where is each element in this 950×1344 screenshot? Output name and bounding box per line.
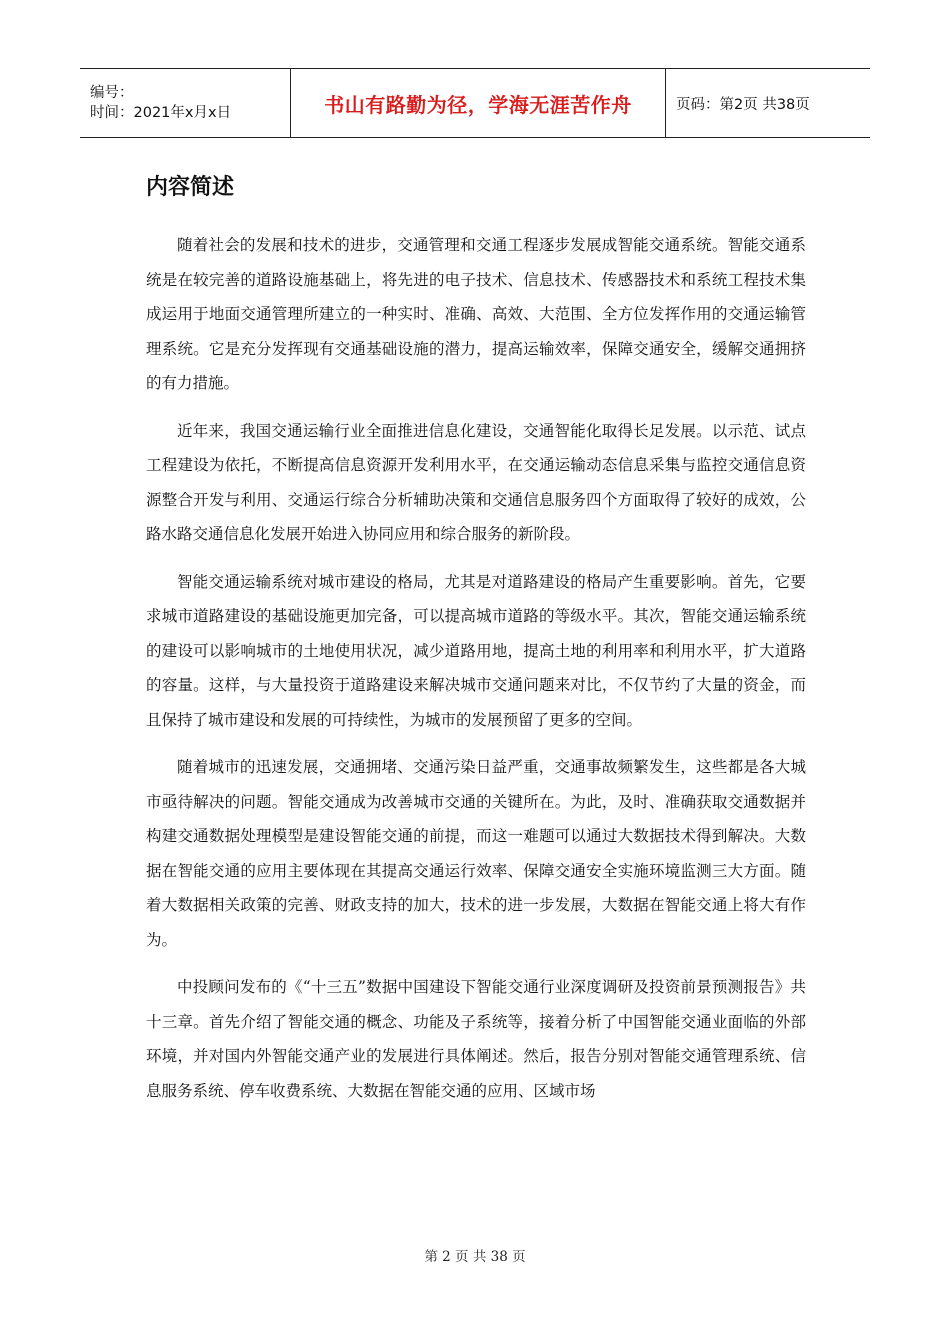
- paragraph: 近年来，我国交通运输行业全面推进信息化建设，交通智能化取得长足发展。以示范、试点工程建设为依托，不断提高信息资源开发利用水平，在交通运输动态信息采集与监控交通信息资源整合开发与利用、交通运行综合分析辅助决策和交通信息服务四个方面取得了较好的成效，公路水路交通信息化发展开始进入协同应用和综合服务的新阶段。: [146, 421, 806, 543]
- paragraph: 随着社会的发展和技术的进步，交通管理和交通工程逐步发展成智能交通系统。智能交通系统是在较完善的道路设施基础上，将先进的电子技术、信息技术、传感器技术和系统工程技术集成运用于地面交通管理所建立的一种实时、准确、高效、大范围、全方位发挥作用的交通运输管理系统。它是充分发挥现有交通基础设施的潜力，提高运输效率，保障交通安全，缓解交通拥挤的有力措施。: [146, 236, 806, 392]
- header-page-cell: [666, 69, 870, 137]
- paragraph: 智能交通运输系统对城市建设的格局，尤其是对道路建设的格局产生重要影响。首先，它要求城市道路建设的基础设施更加完备，可以提高城市道路的等级水平。其次，智能交通运输系统的建设可以影响城市的土地使用状况，减少道路用地，提高土地的利用率和利用水平，扩大道路的容量。这样，与大量投资于道路建设来解决城市交通问题来对比，不仅节约了大量的资金，而且保持了城市建设和发展的可持续性，为城市的发展预留了更多的空间。: [146, 572, 806, 729]
- paragraph: 中投顾问发布的《“十三五”数据中国建设下智能交通行业深度调研及投资前景预测报告》共十三章。首先介绍了智能交通的概念、功能及子系统等，接着分析了中国智能交通业面临的外部环境，并对国内外智能交通产业的发展进行具体阐述。然后，报告分别对智能交通管理系统、信息服务系统、停车收费系统、大数据在智能交通的应用、区域市场: [146, 978, 806, 1100]
- section-title: 内容简述: [146, 175, 235, 200]
- page-header: [80, 68, 870, 138]
- header-motto-cell: [291, 69, 666, 137]
- header-motto: 书山有路勤为径，学海无涯苦作舟: [324, 92, 632, 117]
- paragraph: 随着城市的迅速发展，交通拥堵、交通污染日益严重，交通事故频繁发生，这些都是各大城市亟待解决的问题。智能交通成为改善城市交通的关键所在。为此，及时、准确获取交通数据并构建交通数据处理模型是建设智能交通的前提，而这一难题可以通过大数据技术得到解决。大数据在智能交通的应用主要体现在其提高交通运行效率、保障交通安全实施环境监测三大方面。随着大数据相关政策的完善、财政支持的加大，技术的进一步发展，大数据在智能交通上将大有作为。: [146, 758, 806, 949]
- header-meta: [80, 69, 291, 137]
- header-page-info: 页码：第2页 共38页: [676, 96, 810, 113]
- page-footer: 第 2 页 共 38 页: [424, 1249, 526, 1265]
- document-body: [146, 228, 806, 1121]
- doc-number-label: 编号：: [90, 85, 134, 101]
- doc-time-label: 时间：2021年x月x日: [90, 105, 232, 121]
